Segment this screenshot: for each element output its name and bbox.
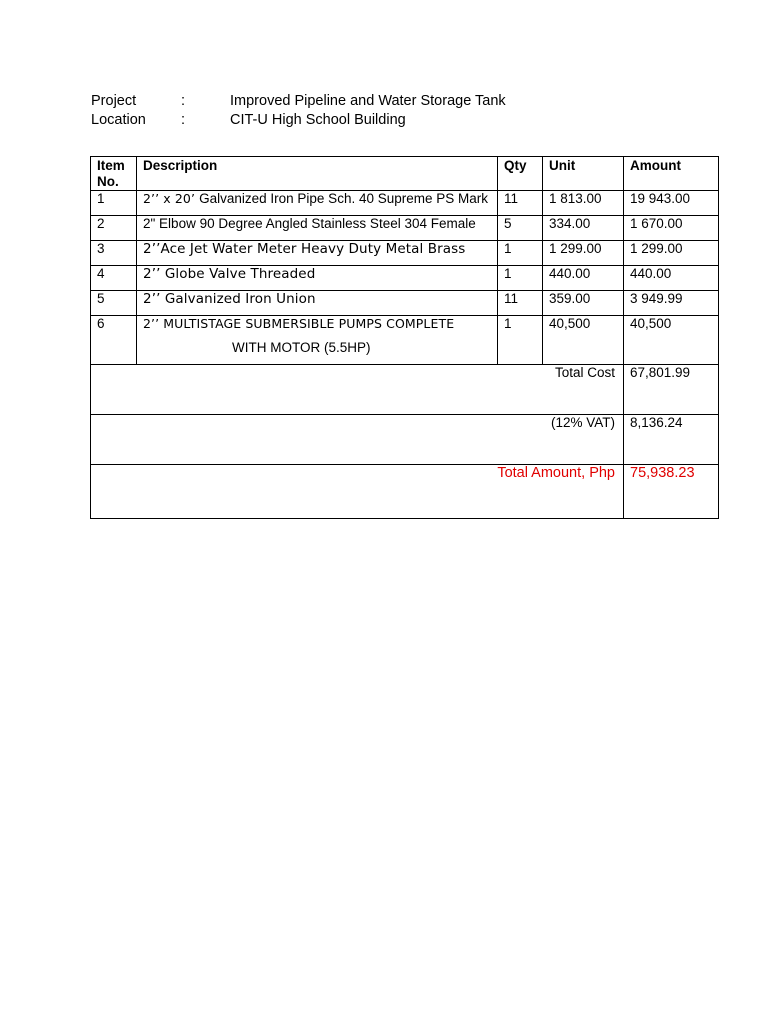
column-header-amount: Amount	[624, 157, 719, 191]
project-separator: :	[181, 93, 186, 109]
item-no-cell: 1	[91, 191, 137, 216]
item-no-header-label: Item No.	[97, 158, 125, 189]
location-row	[91, 111, 711, 130]
project-row	[91, 92, 711, 111]
vat-row	[91, 415, 719, 465]
bill-of-materials-table	[90, 156, 719, 519]
description-prefix: 2’’ x 20’	[143, 191, 200, 206]
project-label: Project	[91, 93, 137, 109]
location-value: CIT-U High School Building	[230, 112, 406, 128]
description-cell	[137, 316, 498, 365]
total-amount-label: Total Amount, Php	[91, 465, 624, 519]
amount-cell: 40,500	[624, 316, 719, 365]
item-no-cell: 3	[91, 241, 137, 266]
vat-value: 8,136.24	[624, 415, 719, 465]
item-no-cell: 4	[91, 266, 137, 291]
qty-cell: 5	[498, 216, 543, 241]
unit-cell: 1 813.00	[543, 191, 624, 216]
vat-label: (12% VAT)	[91, 415, 624, 465]
column-header-description: Description	[137, 157, 498, 191]
total-amount-row	[91, 465, 719, 519]
amount-cell: 1 670.00	[624, 216, 719, 241]
description-cell	[137, 191, 498, 216]
unit-cell: 359.00	[543, 291, 624, 316]
qty-cell: 1	[498, 266, 543, 291]
total-cost-value: 67,801.99	[624, 365, 719, 415]
total-cost-row	[91, 365, 719, 415]
location-separator: :	[181, 112, 186, 128]
qty-cell: 1	[498, 316, 543, 365]
table-header-row	[91, 157, 719, 191]
project-value: Improved Pipeline and Water Storage Tank	[230, 93, 506, 109]
table-row	[91, 216, 719, 241]
qty-cell: 11	[498, 291, 543, 316]
description-cell: 2’’ Globe Valve Threaded	[137, 266, 498, 291]
description-cell: 2" Elbow 90 Degree Angled Stainless Steel 304 Female	[137, 216, 498, 241]
amount-cell: 1 299.00	[624, 241, 719, 266]
item-no-cell: 2	[91, 216, 137, 241]
amount-cell: 440.00	[624, 266, 719, 291]
project-info	[91, 92, 711, 130]
table-row	[91, 266, 719, 291]
qty-cell: 11	[498, 191, 543, 216]
amount-cell: 19 943.00	[624, 191, 719, 216]
table-row	[91, 291, 719, 316]
table-row	[91, 191, 719, 216]
item-no-cell: 5	[91, 291, 137, 316]
column-header-qty: Qty	[498, 157, 543, 191]
description-line-2: WITH MOTOR (5.5HP)	[232, 340, 371, 355]
column-header-item-no	[91, 157, 137, 191]
description-main: Galvanized Iron Pipe Sch. 40 Supreme PS Mark	[199, 191, 489, 206]
total-cost-label: Total Cost	[91, 365, 624, 415]
total-amount-value: 75,938.23	[624, 465, 719, 519]
item-no-cell: 6	[91, 316, 137, 365]
unit-cell: 1 299.00	[543, 241, 624, 266]
column-header-unit: Unit	[543, 157, 624, 191]
qty-cell: 1	[498, 241, 543, 266]
description-cell: 2’’Ace Jet Water Meter Heavy Duty Metal Brass	[137, 241, 498, 266]
description-line-1: 2’’ MULTISTAGE SUBMERSIBLE PUMPS COMPLETE	[143, 316, 455, 331]
description-cell: 2’’ Galvanized Iron Union	[137, 291, 498, 316]
table-row	[91, 241, 719, 266]
unit-cell: 40,500	[543, 316, 624, 365]
location-label: Location	[91, 112, 146, 128]
amount-cell: 3 949.99	[624, 291, 719, 316]
unit-cell: 440.00	[543, 266, 624, 291]
table-row	[91, 316, 719, 365]
unit-cell: 334.00	[543, 216, 624, 241]
